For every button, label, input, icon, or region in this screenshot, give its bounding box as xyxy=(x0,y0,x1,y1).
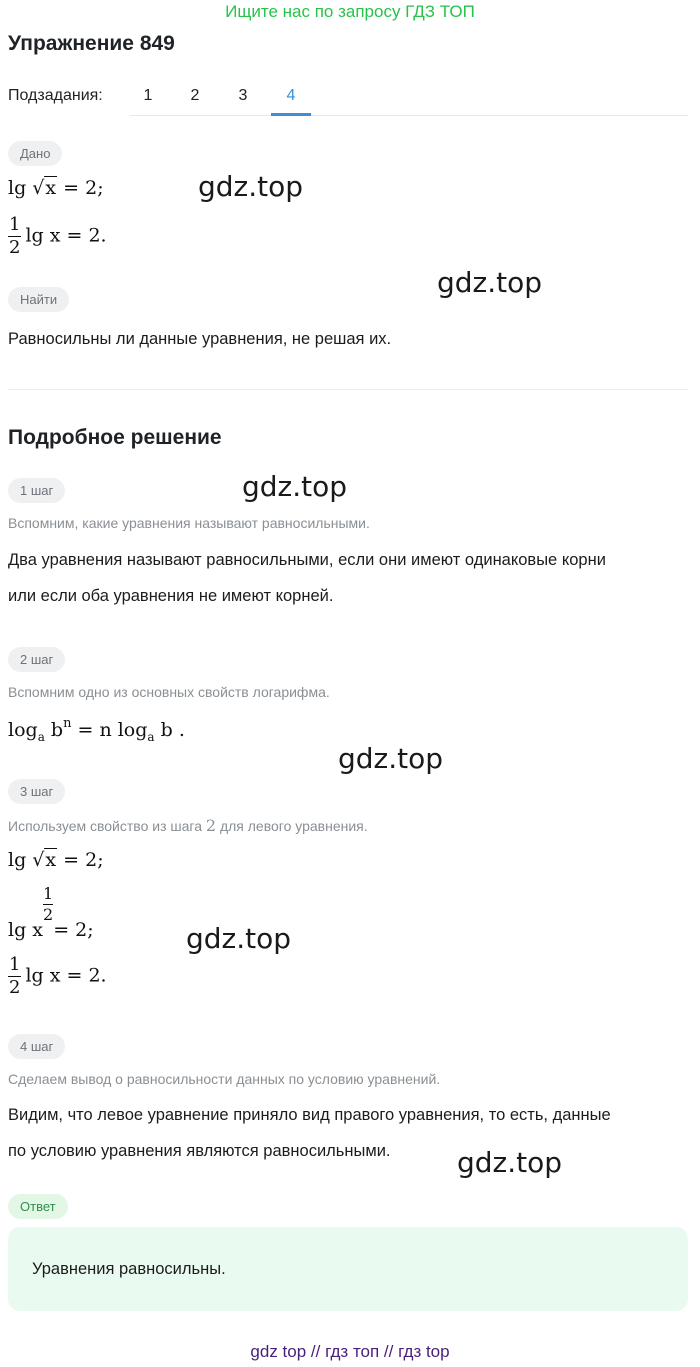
solution-title: Подробное решение xyxy=(8,426,222,449)
step-1-text-line-2: или если оба уравнения не имеют корней. xyxy=(8,587,334,605)
answer-pill: Ответ xyxy=(8,1194,68,1219)
watermark: gdz.top xyxy=(338,742,444,775)
section-divider xyxy=(8,389,688,390)
active-tab-indicator xyxy=(271,113,311,116)
step-1-pill: 1 шаг xyxy=(8,478,65,503)
step-2-formula: $\log_a b^n = n$ $\log_a b$ . xyxy=(8,716,185,744)
tabs-baseline xyxy=(130,115,688,116)
watermark: gdz.top xyxy=(186,922,292,955)
given-equation-1: lg √x = 2; xyxy=(8,177,104,199)
step-3-line-1: lg √x = 2; xyxy=(8,849,104,871)
step-1-hint: Вспомним, какие уравнения называют равносильными. xyxy=(8,515,370,531)
tab-subtask-2[interactable]: 2 xyxy=(190,87,200,104)
step-4-pill: 4 шаг xyxy=(8,1034,65,1059)
step-4-text-line-2: по условию уравнения являются равносильными. xyxy=(8,1142,391,1160)
tab-subtask-3[interactable]: 3 xyxy=(238,87,248,104)
step-3-hint: Используем свойство из шага 2 для левого уравнения. xyxy=(8,816,368,835)
find-pill: Найти xyxy=(8,287,69,312)
step-3-line-2: lg x $\frac{1}{2}$ = 2; xyxy=(8,884,94,941)
watermark: gdz.top xyxy=(198,170,304,203)
given-equation-2: $\frac{1}{2}$ lg x = 2. xyxy=(9,214,107,258)
tab-subtask-1[interactable]: 1 xyxy=(143,87,153,104)
step-4-hint: Сделаем вывод о равносильности данных по условию уравнений. xyxy=(8,1071,441,1087)
step-4-text-line-1: Видим, что левое уравнение приняло вид правого уравнения, то есть, данные xyxy=(8,1106,611,1124)
tab-subtask-4[interactable]: 4 xyxy=(286,87,296,104)
footer-links[interactable]: gdz top // гдз топ // гдз top xyxy=(250,1342,450,1361)
step-3-pill: 3 шаг xyxy=(8,779,65,804)
subtasks-label: Подзадания: xyxy=(8,87,103,104)
step-2-hint: Вспомним одно из основных свойств логарифма. xyxy=(8,684,330,700)
find-text: Равносильны ли данные уравнения, не решая их. xyxy=(8,330,392,348)
watermark: gdz.top xyxy=(242,470,348,503)
step-1-text-line-1: Два уравнения называют равносильными, если они имеют одинаковые корни xyxy=(8,551,606,569)
watermark: gdz.top xyxy=(457,1146,563,1179)
given-pill: Дано xyxy=(8,141,62,166)
exercise-title: Упражнение 849 xyxy=(8,32,175,55)
top-banner: Ищите нас по запросу ГДЗ ТОП xyxy=(225,2,475,21)
step-3-line-3: $\frac{1}{2}$ lg x = 2. xyxy=(9,954,107,998)
watermark: gdz.top xyxy=(437,266,543,299)
answer-text: Уравнения равносильны. xyxy=(32,1260,226,1278)
step-2-pill: 2 шаг xyxy=(8,647,65,672)
